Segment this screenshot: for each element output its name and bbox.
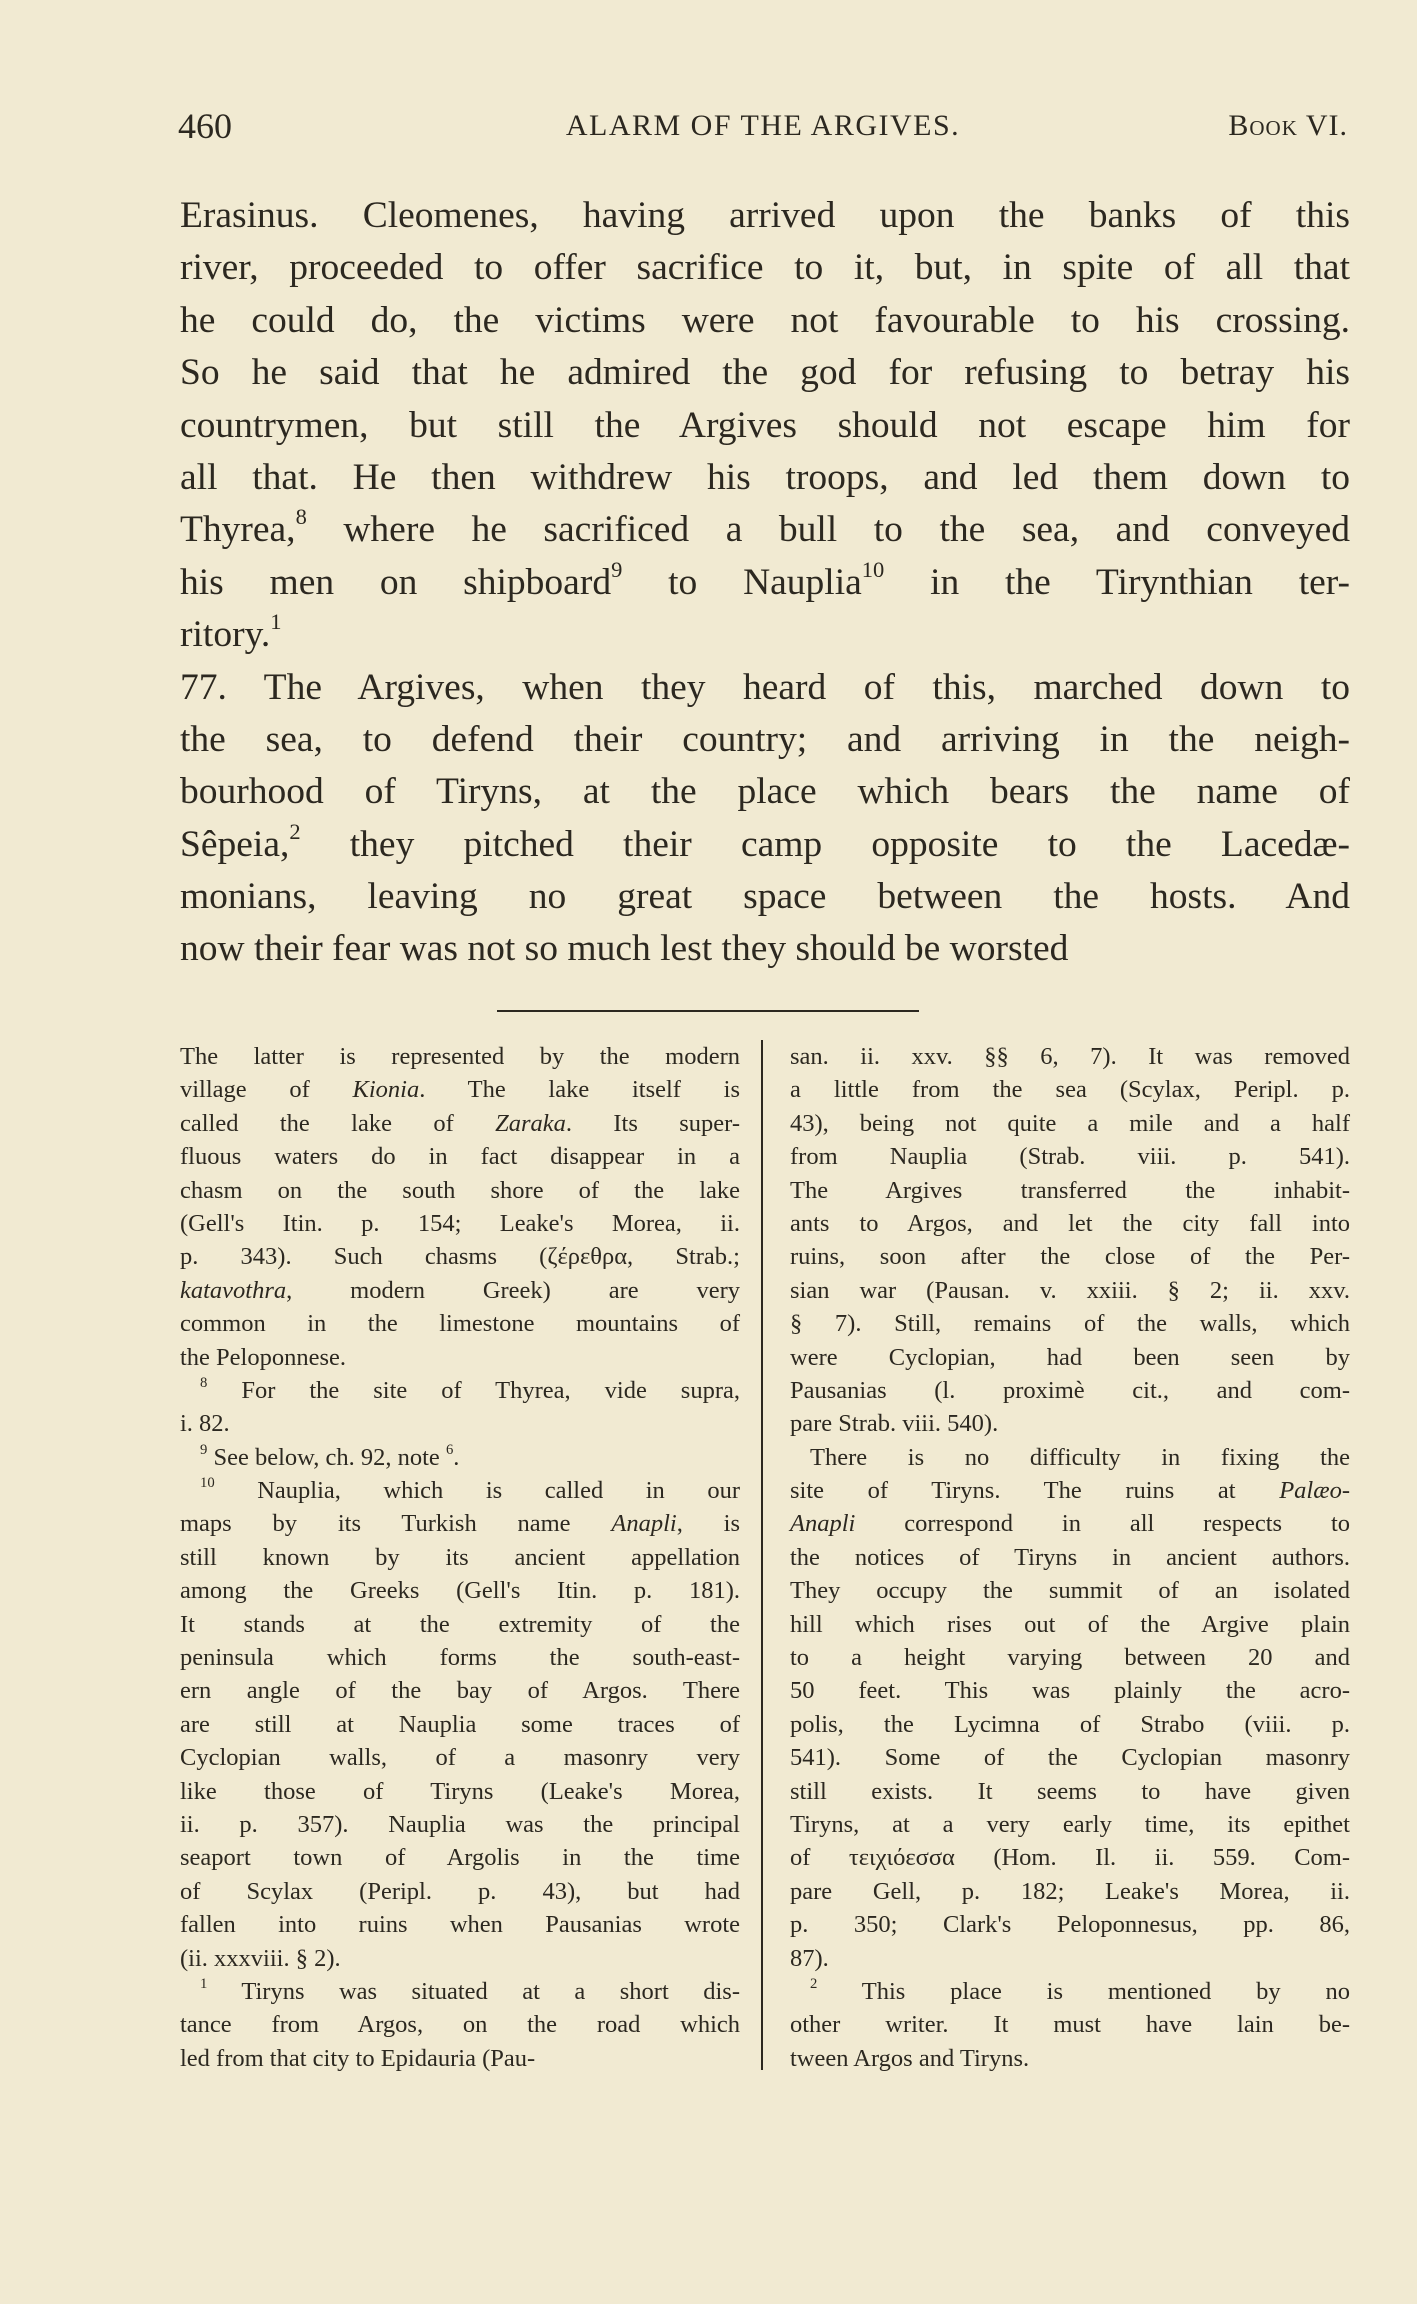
running-head — [178, 105, 1348, 145]
text-line: $^8$ For the site of Thyrea, vide supra, — [200, 1374, 740, 1404]
text-line: ern angle of the bay of Argos. There — [180, 1677, 740, 1705]
text-line: p. 350; Clark's Peloponnesus, pp. 86, — [790, 1911, 1350, 1939]
text-line: are still at Nauplia some traces of — [180, 1710, 740, 1738]
text-line: Tiryns, at a very early time, its epithet — [790, 1810, 1350, 1838]
text-line: pare Strab. viii. 540). — [790, 1410, 999, 1438]
paragraph-erasinus — [180, 190, 1350, 662]
text-line: river, proceeded to offer sacrifice to it, but, in spite of all that — [180, 247, 1350, 289]
text-line: sian war (Pausan. v. xxiii. § 2; ii. xxv. — [790, 1276, 1350, 1304]
text-line: called the lake of Zaraka. Its super- — [180, 1109, 740, 1137]
footnote-rule — [497, 1010, 919, 1012]
text-line: 541). Some of the Cyclopian masonry — [790, 1744, 1350, 1772]
text-line: i. 82. — [180, 1410, 230, 1438]
text-line: ants to Argos, and let the city fall into — [790, 1209, 1350, 1237]
text-line: from Nauplia (Strab. viii. p. 541). — [790, 1143, 1350, 1171]
text-line: his men on shipboard$^9$ to Nauplia$^{10}$ in the Tirynthian ter- — [180, 556, 1350, 603]
text-line: $^1$ Tiryns was situated at a short dis- — [200, 1975, 740, 2005]
text-line: hill which rises out of the Argive plain — [790, 1610, 1350, 1638]
text-line: of Scylax (Peripl. p. 43), but had — [180, 1877, 740, 1905]
text-line: all that. He then withdrew his troops, and led them down to — [180, 456, 1350, 498]
footnote-ref: 8 — [200, 1374, 208, 1391]
text-line: There is no difficulty in fixing the — [810, 1443, 1350, 1471]
text-line: So he said that he admired the god for refusing to betray his — [180, 352, 1350, 394]
text-line: like those of Tiryns (Leake's Morea, — [180, 1777, 740, 1805]
footnote-ref: 1 — [200, 1975, 208, 1992]
footnote-ref: 6 — [445, 1441, 454, 1458]
text-line: ruins, soon after the close of the Per- — [790, 1243, 1350, 1271]
text-line: countrymen, but still the Argives should not escape him for — [180, 404, 1350, 446]
text-line: of τειχιόεσσα (Hom. Il. ii. 559. Com- — [790, 1844, 1350, 1872]
text-line: The latter is represented by the modern — [180, 1043, 740, 1070]
text-line: (Gell's Itin. p. 154; Leake's Morea, ii. — [180, 1209, 740, 1237]
text-line: fallen into ruins when Pausanias wrote — [180, 1911, 740, 1939]
footnote-ref: 2 — [810, 1975, 818, 1992]
italic-term: katavothra — [180, 1276, 287, 1304]
text-line: katavothra, modern Greek) are very — [180, 1276, 740, 1304]
footnote-ref: 1 — [270, 609, 282, 635]
paragraph-77 — [180, 662, 1350, 976]
footnotes-right-column — [790, 1040, 1350, 2075]
footnote-ref: 10 — [861, 556, 885, 582]
text-line: Thyrea,$^8$ where he sacrificed a bull to the sea, and conveyed — [180, 504, 1350, 551]
text-line: bourhood of Tiryns, at the place which bears the name of — [180, 771, 1350, 813]
italic-term: Zaraka — [495, 1109, 566, 1137]
text-line: It stands at the extremity of the — [180, 1610, 740, 1638]
text-line: Cyclopian walls, of a masonry very — [180, 1744, 740, 1772]
page-number: 460 — [178, 106, 232, 146]
footnote-ref: 10 — [200, 1475, 215, 1492]
text-line: $^2$ This place is mentioned by no — [810, 1975, 1350, 2005]
text-line: ii. p. 357). Nauplia was the principal — [180, 1810, 740, 1838]
italic-term: Kionia — [352, 1076, 420, 1104]
text-line: he could do, the victims were not favourable to his crossing. — [180, 299, 1350, 341]
footnotes-left-column — [180, 1040, 740, 2075]
text-line: 77. The Argives, when they heard of this, marched down to — [180, 666, 1350, 708]
text-line: Erasinus. Cleomenes, having arrived upon the banks of this — [180, 195, 1350, 236]
text-line: tance from Argos, on the road which — [180, 2011, 740, 2039]
italic-term: Anapli — [790, 1510, 856, 1538]
book-label: Book VI. — [1228, 109, 1348, 142]
text-line: still known by its ancient appellation — [180, 1543, 740, 1571]
text-line: The Argives transferred the inhabit- — [790, 1176, 1350, 1204]
text-line: led from that city to Epidauria (Pau- — [180, 2044, 536, 2072]
main-text — [180, 190, 1350, 976]
italic-term: Palæo- — [1279, 1477, 1350, 1505]
text-line: Pausanias (l. proximè cit., and com- — [790, 1376, 1350, 1404]
text-line: Sêpeia,$^2$ they pitched their camp opposite to the Lacedæ- — [180, 818, 1350, 865]
italic-term: Anapli — [611, 1510, 677, 1538]
text-line: $^9$ See below, ch. 92, note $^6$. — [200, 1441, 460, 1471]
text-line: $^{10}$ Nauplia, which is called in our — [200, 1475, 740, 1505]
text-line: a little from the sea (Scylax, Peripl. p. — [790, 1076, 1350, 1104]
text-line: 87). — [790, 1944, 829, 1972]
text-line: among the Greeks (Gell's Itin. p. 181). — [180, 1577, 740, 1605]
text-line: pare Gell, p. 182; Leake's Morea, ii. — [790, 1877, 1350, 1905]
text-line: (ii. xxxviii. § 2). — [180, 1944, 341, 1972]
text-line: They occupy the summit of an isolated — [790, 1577, 1350, 1605]
text-line: the notices of Tiryns in ancient authors. — [790, 1543, 1350, 1571]
column-divider — [761, 1040, 763, 2070]
text-line: § 7). Still, remains of the walls, which — [790, 1310, 1350, 1338]
text-line: were Cyclopian, had been seen by — [790, 1343, 1350, 1371]
text-line: the sea, to defend their country; and arriving in the neigh- — [180, 718, 1350, 760]
text-line: ritory.$^1$ — [180, 609, 282, 656]
text-line: polis, the Lycimna of Strabo (viii. p. — [790, 1710, 1350, 1738]
text-line: still exists. It seems to have given — [790, 1777, 1350, 1805]
text-line: common in the limestone mountains of — [180, 1310, 740, 1338]
text-line: now their fear was not so much lest they should be worsted — [180, 928, 1069, 970]
text-line: other writer. It must have lain be- — [790, 2011, 1350, 2039]
text-line: fluous waters do in fact disappear in a — [180, 1143, 740, 1171]
text-line: 50 feet. This was plainly the acro- — [790, 1677, 1350, 1705]
text-line: tween Argos and Tiryns. — [790, 2044, 1030, 2072]
text-line: monians, leaving no great space between the hosts. And — [180, 876, 1350, 918]
text-line: peninsula which forms the south-east- — [180, 1644, 740, 1672]
text-line: 43), being not quite a mile and a half — [790, 1109, 1350, 1137]
footnote-ref: 9 — [200, 1441, 208, 1458]
footnote-ref: 2 — [289, 818, 301, 844]
text-line: site of Tiryns. The ruins at Palæo- — [790, 1477, 1350, 1505]
text-line: chasm on the south shore of the lake — [180, 1176, 740, 1204]
footnote-ref: 9 — [611, 556, 623, 582]
footnote-ref: 8 — [295, 504, 307, 530]
text-line: village of Kionia. The lake itself is — [180, 1076, 740, 1104]
text-line: p. 343). Such chasms (ζέρεθρα, Strab.; — [180, 1243, 740, 1271]
text-line: maps by its Turkish name Anapli, is — [180, 1510, 740, 1538]
text-line: to a height varying between 20 and — [790, 1644, 1350, 1672]
running-title: ALARM OF THE ARGIVES. — [565, 109, 961, 142]
text-line: Anapli correspond in all respects to — [790, 1510, 1350, 1538]
text-line: the Peloponnese. — [180, 1343, 347, 1371]
text-line: san. ii. xxv. §§ 6, 7). It was removed — [790, 1043, 1350, 1070]
text-line: seaport town of Argolis in the time — [180, 1844, 740, 1872]
